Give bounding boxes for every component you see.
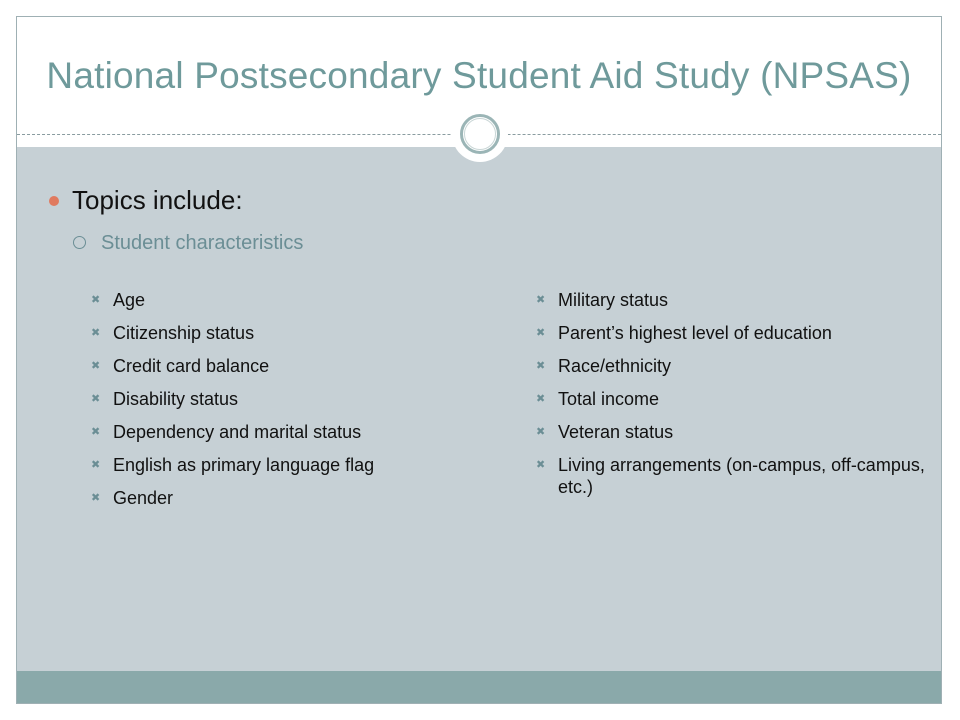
list-item-label: English as primary language flag bbox=[113, 455, 375, 475]
footer-bar bbox=[17, 671, 941, 704]
list-item bbox=[91, 454, 511, 476]
list-item bbox=[91, 322, 511, 344]
list-item-label: Gender bbox=[113, 488, 174, 508]
subheading-label: Student characteristics bbox=[101, 232, 304, 254]
filled-circle-bullet-icon bbox=[49, 196, 59, 206]
list-item-label: Parent’s highest level of education bbox=[558, 323, 832, 343]
list-item bbox=[91, 388, 511, 410]
list-item bbox=[91, 355, 511, 377]
list-item-label: Citizenship status bbox=[113, 323, 255, 343]
x-mark-bullet-icon: ✖ bbox=[536, 459, 546, 471]
list-item bbox=[91, 487, 511, 509]
list-item bbox=[91, 421, 511, 443]
list-item bbox=[536, 355, 936, 377]
slide-title: National Postsecondary Student Aid Study (NPSAS) bbox=[46, 55, 912, 96]
x-mark-bullet-icon: ✖ bbox=[91, 360, 101, 372]
list-item-label: Credit card balance bbox=[113, 356, 270, 376]
list-item-label: Total income bbox=[558, 389, 660, 409]
list-item bbox=[536, 388, 936, 410]
list-item-label: Living arrangements (on-campus, off-campus, etc.) bbox=[558, 455, 925, 497]
slide bbox=[16, 16, 942, 704]
topics-label: Topics include: bbox=[72, 185, 243, 215]
topics-heading bbox=[49, 185, 243, 216]
list-item-label: Age bbox=[113, 290, 146, 310]
x-mark-bullet-icon: ✖ bbox=[536, 426, 546, 438]
ring-inner bbox=[464, 118, 496, 150]
list-item bbox=[536, 454, 936, 498]
x-mark-bullet-icon: ✖ bbox=[91, 492, 101, 504]
list-item bbox=[536, 289, 936, 311]
x-mark-bullet-icon: ✖ bbox=[91, 426, 101, 438]
x-mark-bullet-icon: ✖ bbox=[536, 360, 546, 372]
list-item-label: Race/ethnicity bbox=[558, 356, 672, 376]
subheading bbox=[73, 232, 303, 255]
x-mark-bullet-icon: ✖ bbox=[91, 393, 101, 405]
left-characteristics-list bbox=[91, 289, 511, 520]
list-item bbox=[536, 322, 936, 344]
x-mark-bullet-icon: ✖ bbox=[91, 459, 101, 471]
x-mark-bullet-icon: ✖ bbox=[536, 294, 546, 306]
list-item bbox=[91, 289, 511, 311]
x-mark-bullet-icon: ✖ bbox=[536, 327, 546, 339]
x-mark-bullet-icon: ✖ bbox=[536, 393, 546, 405]
list-item-label: Military status bbox=[558, 290, 669, 310]
list-item-label: Dependency and marital status bbox=[113, 422, 362, 442]
right-characteristics-list bbox=[536, 289, 936, 509]
list-item-label: Veteran status bbox=[558, 422, 674, 442]
hollow-circle-bullet-icon bbox=[73, 236, 86, 249]
x-mark-bullet-icon: ✖ bbox=[91, 327, 101, 339]
list-item-label: Disability status bbox=[113, 389, 239, 409]
list-item bbox=[536, 421, 936, 443]
x-mark-bullet-icon: ✖ bbox=[91, 294, 101, 306]
